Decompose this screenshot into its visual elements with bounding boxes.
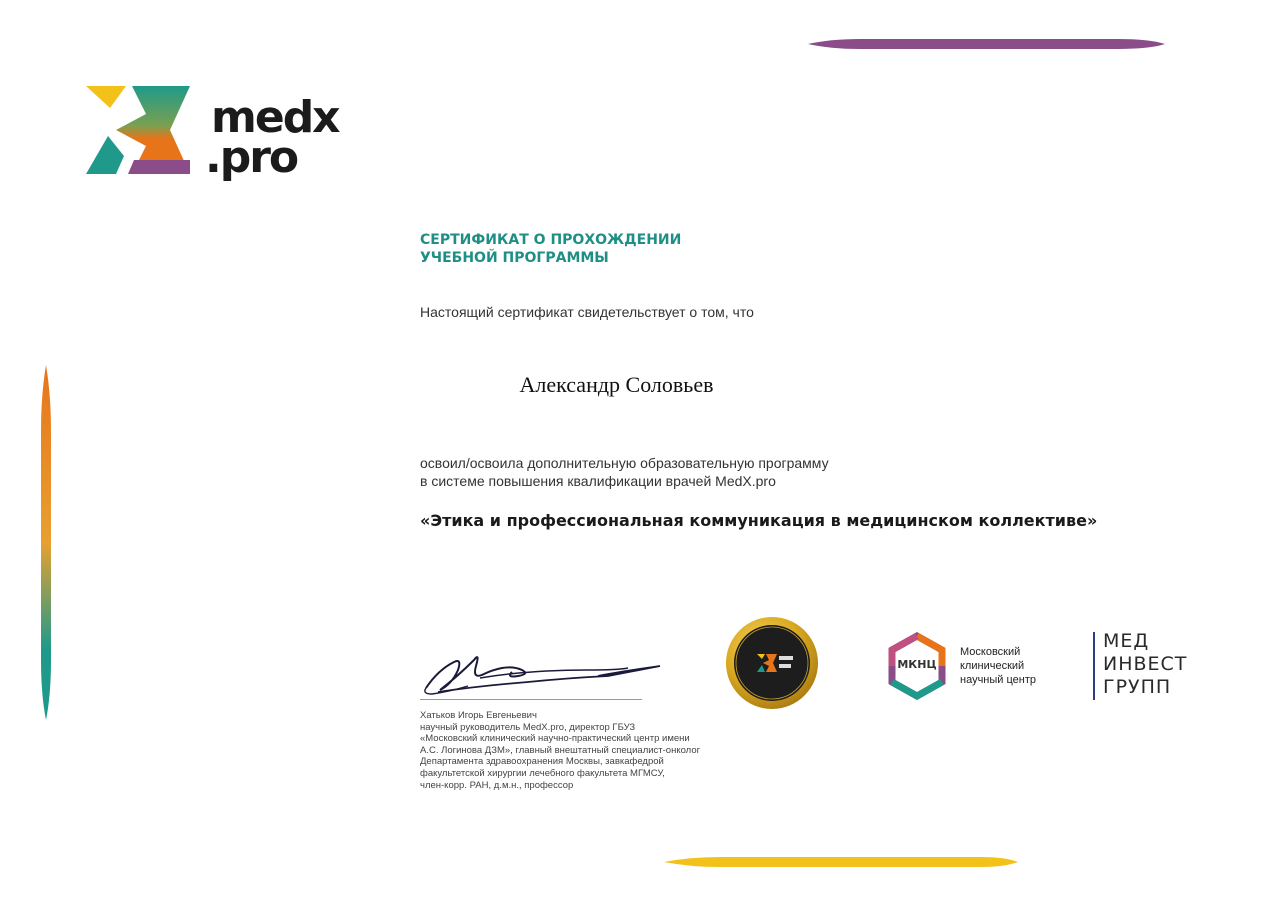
medinvest-bar bbox=[1093, 632, 1095, 700]
intro-text: Настоящий сертификат свидетельствует о том, что bbox=[420, 304, 754, 320]
handwritten-signature bbox=[418, 640, 668, 700]
certificate-title-line2: УЧЕБНОЙ ПРОГРАММЫ bbox=[420, 250, 609, 266]
mknc-name-line: клинический bbox=[960, 660, 1025, 672]
signer-line: Хатьков Игорь Евгеньевич bbox=[420, 710, 537, 721]
signer-line: факультетской хирургии лечебного факультета МГМСУ, bbox=[420, 767, 665, 779]
logo-word-pro: .pro bbox=[205, 132, 298, 183]
medinvest-line: МЕД bbox=[1103, 630, 1150, 652]
signer-line: член-корр. РАН, д.м.н., профессор bbox=[420, 779, 574, 791]
mknc-logo bbox=[888, 632, 1068, 702]
program-title: «Этика и профессиональная коммуникация в медицинском коллективе» bbox=[420, 511, 1098, 530]
mknc-name bbox=[960, 645, 1036, 687]
certificate-title bbox=[420, 231, 750, 267]
mknc-name-line: научный центр bbox=[960, 674, 1037, 686]
medinvest-line: ИНВЕСТ bbox=[1103, 653, 1188, 675]
signature-line bbox=[420, 699, 642, 700]
signer-line: научный руководитель MedX.pro, директор ГБУЗ bbox=[420, 721, 636, 733]
certificate-title-line1: СЕРТИФИКАТ О ПРОХОЖДЕНИИ bbox=[420, 232, 682, 248]
medx-logo-mark-icon bbox=[86, 86, 196, 176]
medx-logo bbox=[86, 86, 376, 186]
logo-word-medx: medx bbox=[211, 92, 339, 143]
mastered-text bbox=[420, 454, 829, 490]
recipient-name: Александр Соловьев bbox=[519, 372, 714, 397]
signer-details bbox=[420, 710, 780, 791]
mknc-abbreviation: МКНЦ bbox=[897, 658, 937, 671]
mastered-line1: освоил/освоила дополнительную образовательную программу bbox=[420, 455, 829, 471]
signer-line: Департамента здравоохранения Москвы, завкафедрой bbox=[420, 756, 664, 768]
gold-seal-icon bbox=[725, 616, 819, 710]
mastered-line2: в системе повышения квалификации врачей MedX.pro bbox=[420, 473, 776, 489]
mknc-name-line: Московский bbox=[960, 646, 1021, 658]
medx-logo-text bbox=[205, 92, 339, 183]
medinvest-line: ГРУПП bbox=[1103, 676, 1172, 698]
medinvest-text bbox=[1103, 630, 1187, 699]
signer-line: А.С. Логинова ДЗМ», главный внештатный специалист-онколог bbox=[420, 744, 701, 756]
signer-line: «Московский клинический научно-практический центр имени bbox=[420, 733, 690, 745]
